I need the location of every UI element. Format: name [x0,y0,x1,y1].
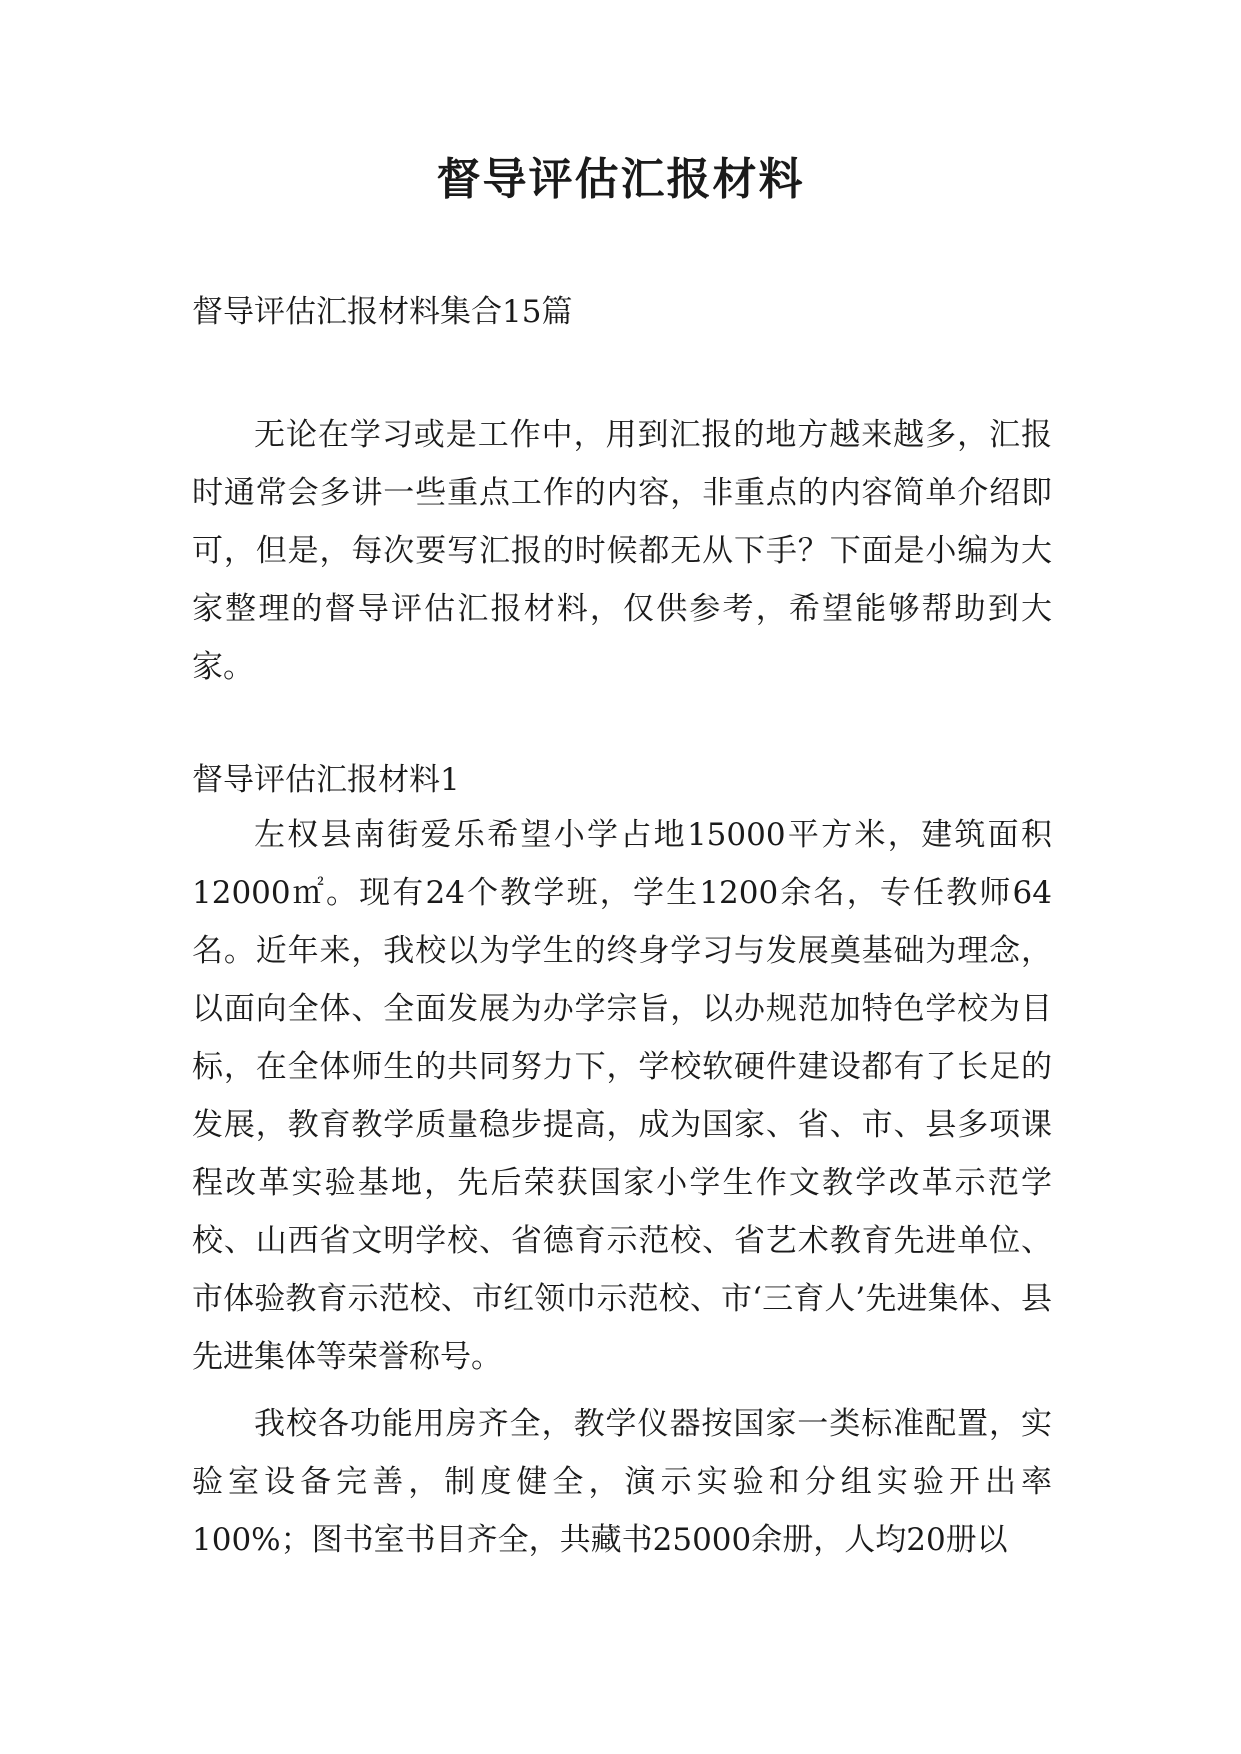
intro-paragraph: 无论在学习或是工作中，用到汇报的地方越来越多，汇报时通常会多讲一些重点工作的内容，非重点的内容简单介绍即可，但是，每次要写汇报的时候都无从下手？下面是小编为大家整理的督导评估汇报材料，仅供参考，希望能够帮助到大家。 [192,417,1052,685]
document-subtitle: 督导评估汇报材料集合15篇 [192,294,573,330]
body-paragraph-2: 我校各功能用房齐全，教学仪器按国家一类标准配置，实验室设备完善，制度健全，演示实验和分组实验开出率100%；图书室书目齐全，共藏书25000余册，人均20册以 [192,1406,1052,1558]
document-title: 督导评估汇报材料 [436,154,805,205]
body-paragraph-1: 左权县南街爱乐希望小学占地15000平方米，建筑面积12000㎡。现有24个教学班，学生1200余名，专任教师64名。近年来，我校以为学生的终身学习与发展奠基础为理念，以面向全体、全面发展为办学宗旨，以办规范加特色学校为目标，在全体师生的共同努力下，学校软硬件建设都有了长足的发展，教育教学质量稳步提高，成为国家、省、市、县多项课程改革实验基地，先后荣获国家小学生作文教学改革示范学校、山西省文明学校、省德育示范校、省艺术教育先进单位、市体验教育示范校、市红领巾示范校、市‘三育人’先进集体、县先进集体等荣誉称号。 [192,817,1052,1375]
section-heading: 督导评估汇报材料1 [192,762,460,798]
